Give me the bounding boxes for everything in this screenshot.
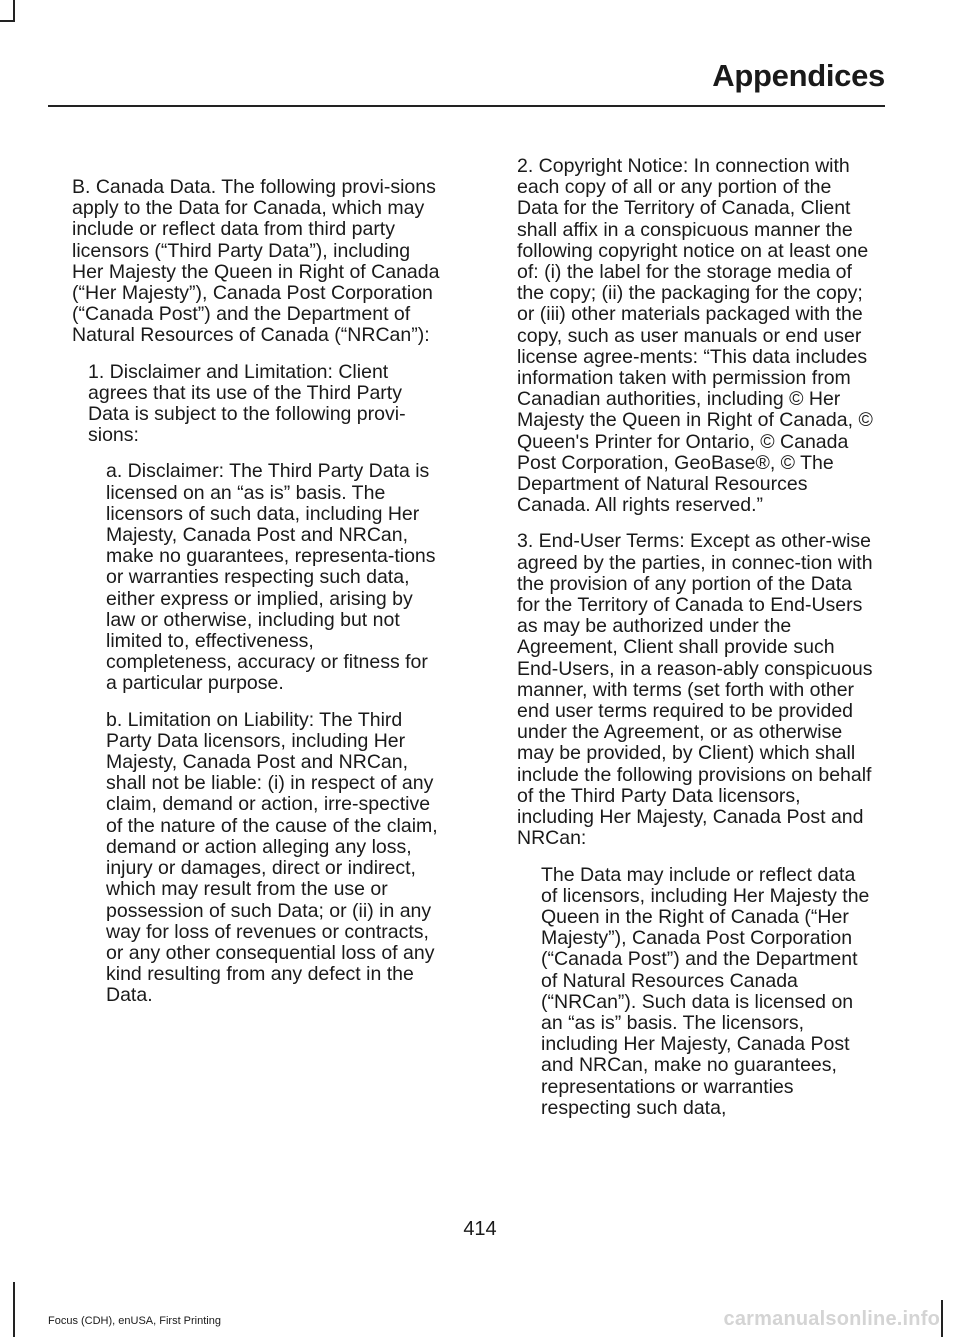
crop-mark-bottom-left-v — [13, 1282, 15, 1337]
canada-data-intro: B. Canada Data. The following provi-sions apply to the Data for Canada, which may include or reflect data from third party licensors (“Third Party Data”), including Her Majesty the Queen in Right of Canada (“Her Majesty”), Canada Post Corporation (“Canada Post”) and the Department of Natural Resources of Canada (“NRCan”): — [72, 176, 440, 347]
disclaimer-limitation-item: 1. Disclaimer and Limitation: Client agrees that its use of the Third Party Data is subject to the following provi-sions: — [88, 360, 406, 447]
page-number: 414 — [463, 1218, 497, 1240]
left-column — [72, 177, 440, 1022]
edition-footer: Focus (CDH), enUSA, First Printing — [48, 1315, 221, 1327]
crop-mark-top-left-h — [0, 20, 15, 22]
watermark: carmanualsonline.info — [723, 1308, 940, 1330]
end-user-terms-quote: The Data may include or reflect data of licensors, including Her Majesty the Queen in the Right of Canada (“Her Majesty”), Canada Post Corporation (“Canada Post”) and the Department of Natural Resources Canada (“NRCan”). Such data is licensed on an “as is” basis. The licensors, including Her Majesty, Canada Post and NRCan, make no guarantees, representations or warranties respecting such data, — [541, 863, 870, 1119]
liability-item: b. Limitation on Liability: The Third Party Data licensors, including Her Majesty, Canada Post and NRCan, shall not be liable: (i) in respect of any claim, demand or action, irre-spective of the nature of the cause of the claim, demand or action alleging any loss, injury or damages, direct or indirect, which may result from the use or possession of such Data; or (ii) in any way for loss of revenues or contracts, or any other consequential loss of any kind resulting from any defect in the Data. — [106, 708, 438, 1007]
copyright-notice-item: 2. Copyright Notice: In connection with each copy of all or any portion of the Data for the Territory of Canada, Client shall affix in a conspicuous manner the following copyright notice on at least one of: (i) the label for the storage media of the copy; (ii) the packaging for the copy; or (iii) other materials packaged with the copy, such as user manuals or end user license agree-ments: “This data includes information taken with permission from Canadian authorities, including © Her Majesty the Queen in Right of Canada, © Queen's Printer for Ontario, © Canada Post Corporation, GeoBase®, © The Department of Natural Resources Canada. All rights reserved.” — [517, 155, 873, 517]
end-user-terms-item: 3. End-User Terms: Except as other-wise agreed by the parties, in connec-tion with the provision of any portion of the Data for the Territory of Canada to End-Users as may be authorized under the Agreement, Client shall provide such End-Users, in a reason-ably conspicuous manner, with terms (set forth with other end user terms required to be provided under the Agreement, or as otherwise may be provided, by Client) which shall include the following provisions on behalf of the Third Party Data licensors, including Her Majesty, Canada Post and NRCan: — [517, 530, 873, 850]
crop-mark-top-left-v — [13, 0, 15, 20]
crop-mark-bottom-right-v — [941, 1300, 943, 1337]
right-column — [517, 156, 873, 1134]
header-divider — [48, 105, 885, 107]
page-title: Appendices — [712, 58, 885, 93]
disclaimer-item: a. Disclaimer: The Third Party Data is licensed on an “as is” basis. The licensors of such data, including Her Majesty, Canada Post and NRCan, make no guarantees, representa-tions or warranties respecting such data, either express or implied, arising by law or otherwise, including but not limited to, effectiveness, completeness, accuracy or fitness for a particular purpose. — [106, 460, 436, 695]
